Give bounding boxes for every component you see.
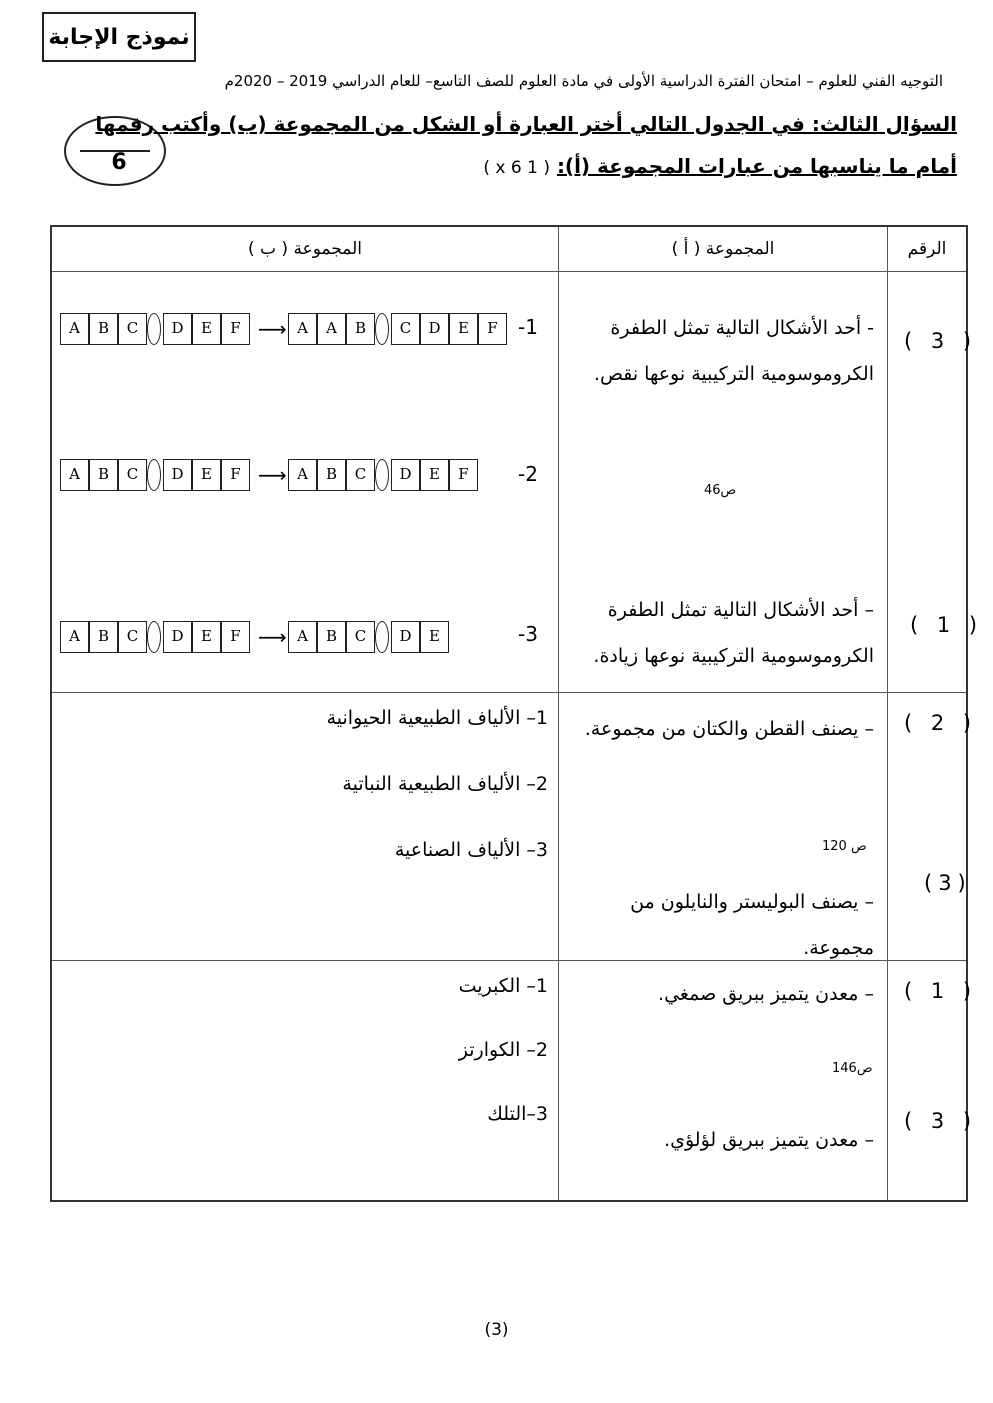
gene-segment: C <box>118 621 147 653</box>
statement-deletion: - أحد الأشكال التالية تمثل الطفرة الكروموسومية التركيبية نوعها نقص. <box>593 317 874 385</box>
gene-segment: D <box>163 621 192 653</box>
gene-segment: C <box>118 459 147 491</box>
gene-segment: C <box>346 459 375 491</box>
gene-segment: D <box>391 621 420 653</box>
answer-number: ( 3 ) <box>904 1109 978 1133</box>
option-item: 2– الكوارتز <box>458 1039 548 1061</box>
statement-duplication: – أحد الأشكال التالية تمثل الطفرة الكروموسومية التركيبية نوعها زيادة. <box>593 599 874 667</box>
option-item: 3– الألياف الصناعية <box>394 839 548 861</box>
page-reference: ص146 <box>832 1061 873 1076</box>
gene-segment: E <box>420 459 449 491</box>
centromere <box>147 621 161 653</box>
matching-table <box>50 225 984 1202</box>
answer-number: ( 3 ) <box>904 329 978 353</box>
gene-segment: F <box>449 459 478 491</box>
centromere <box>147 313 161 345</box>
gene-segment: B <box>89 621 118 653</box>
answer-number: ( 2 ) <box>904 711 978 735</box>
header-number: الرقم <box>907 239 947 259</box>
option-label: -1 <box>518 315 538 339</box>
gene-segment: C <box>346 621 375 653</box>
page-reference: ص46 <box>704 483 737 498</box>
option-item: 1– الألياف الطبيعية الحيوانية <box>326 707 548 729</box>
arrow-icon: ⟶ <box>258 463 287 487</box>
gene-segment: A <box>60 459 89 491</box>
option-item: 2– الألياف الطبيعية النباتية <box>342 773 548 795</box>
gene-segment: B <box>317 459 346 491</box>
gene-segment: D <box>163 313 192 345</box>
header-group-b: المجموعة ( ب ) <box>247 239 363 259</box>
gene-segment: F <box>221 621 250 653</box>
page-number: (3) <box>484 1320 509 1340</box>
gene-segment: E <box>192 621 221 653</box>
gene-segment: B <box>89 459 118 491</box>
gene-segment: B <box>89 313 118 345</box>
statement-resinous-luster: – معدن يتميز ببريق صمغي. <box>658 983 874 1005</box>
score-value: 6 <box>111 150 127 175</box>
column-divider-b-a <box>558 227 559 1200</box>
section-divider-1 <box>52 692 966 693</box>
question-marks: ( 1 x 6 ) <box>483 158 550 178</box>
question-line-2: أمام ما يناسبها من عبارات المجموعة (أ): ( 1 x 6 ) <box>483 154 957 178</box>
option-item: 3–التلك <box>487 1103 548 1125</box>
gene-segment: A <box>60 313 89 345</box>
gene-segment: C <box>118 313 147 345</box>
gene-segment: A <box>288 621 317 653</box>
gene-segment: F <box>221 459 250 491</box>
column-divider-a-num <box>887 227 888 1200</box>
gene-segment: A <box>317 313 346 345</box>
answer-number: (3) <box>924 871 972 895</box>
statement-synthetic-fibers: – يصنف البوليستر والنايلون من مجموعة. <box>630 891 874 959</box>
answer-model-label: نموذج الإجابة <box>42 12 196 62</box>
gene-segment: A <box>288 459 317 491</box>
statement-pearly-luster: – معدن يتميز ببريق لؤلؤي. <box>664 1129 874 1151</box>
statement-natural-fibers: – يصنف القطن والكتان من مجموعة. <box>584 718 874 740</box>
centromere <box>147 459 161 491</box>
gene-segment: E <box>192 313 221 345</box>
gene-segment: D <box>163 459 192 491</box>
gene-segment: B <box>317 621 346 653</box>
option-item: 1– الكبريت <box>458 975 548 997</box>
answer-number: ( 1 ) <box>904 979 978 1003</box>
arrow-icon: ⟶ <box>258 317 287 341</box>
option-label: -2 <box>518 462 538 486</box>
option-label: -3 <box>518 622 538 646</box>
gene-segment: E <box>449 313 478 345</box>
header-group-a: المجموعة ( أ ) <box>671 239 775 259</box>
centromere <box>375 313 389 345</box>
gene-segment: E <box>192 459 221 491</box>
centromere <box>375 621 389 653</box>
gene-segment: A <box>288 313 317 345</box>
arrow-icon: ⟶ <box>258 625 287 649</box>
answer-number: ( 1 ) <box>910 613 984 637</box>
gene-segment: C <box>391 313 420 345</box>
gene-segment: D <box>420 313 449 345</box>
gene-segment: F <box>478 313 507 345</box>
exam-header: التوجيه الفني للعلوم – امتحان الفترة الدراسية الأولى في مادة العلوم للصف التاسع– للعام الدراسي 2019 – 2020م <box>224 72 943 90</box>
gene-segment: E <box>420 621 449 653</box>
gene-segment: B <box>346 313 375 345</box>
gene-segment: A <box>60 621 89 653</box>
gene-segment: F <box>221 313 250 345</box>
page-reference: ص 120 <box>822 839 867 854</box>
question-line-1: السؤال الثالث: في الجدول التالي أختر العبارة أو الشكل من المجموعة (ب) وأكتب رقمها <box>95 112 957 136</box>
gene-segment: D <box>391 459 420 491</box>
header-row-divider <box>52 271 966 272</box>
centromere <box>375 459 389 491</box>
